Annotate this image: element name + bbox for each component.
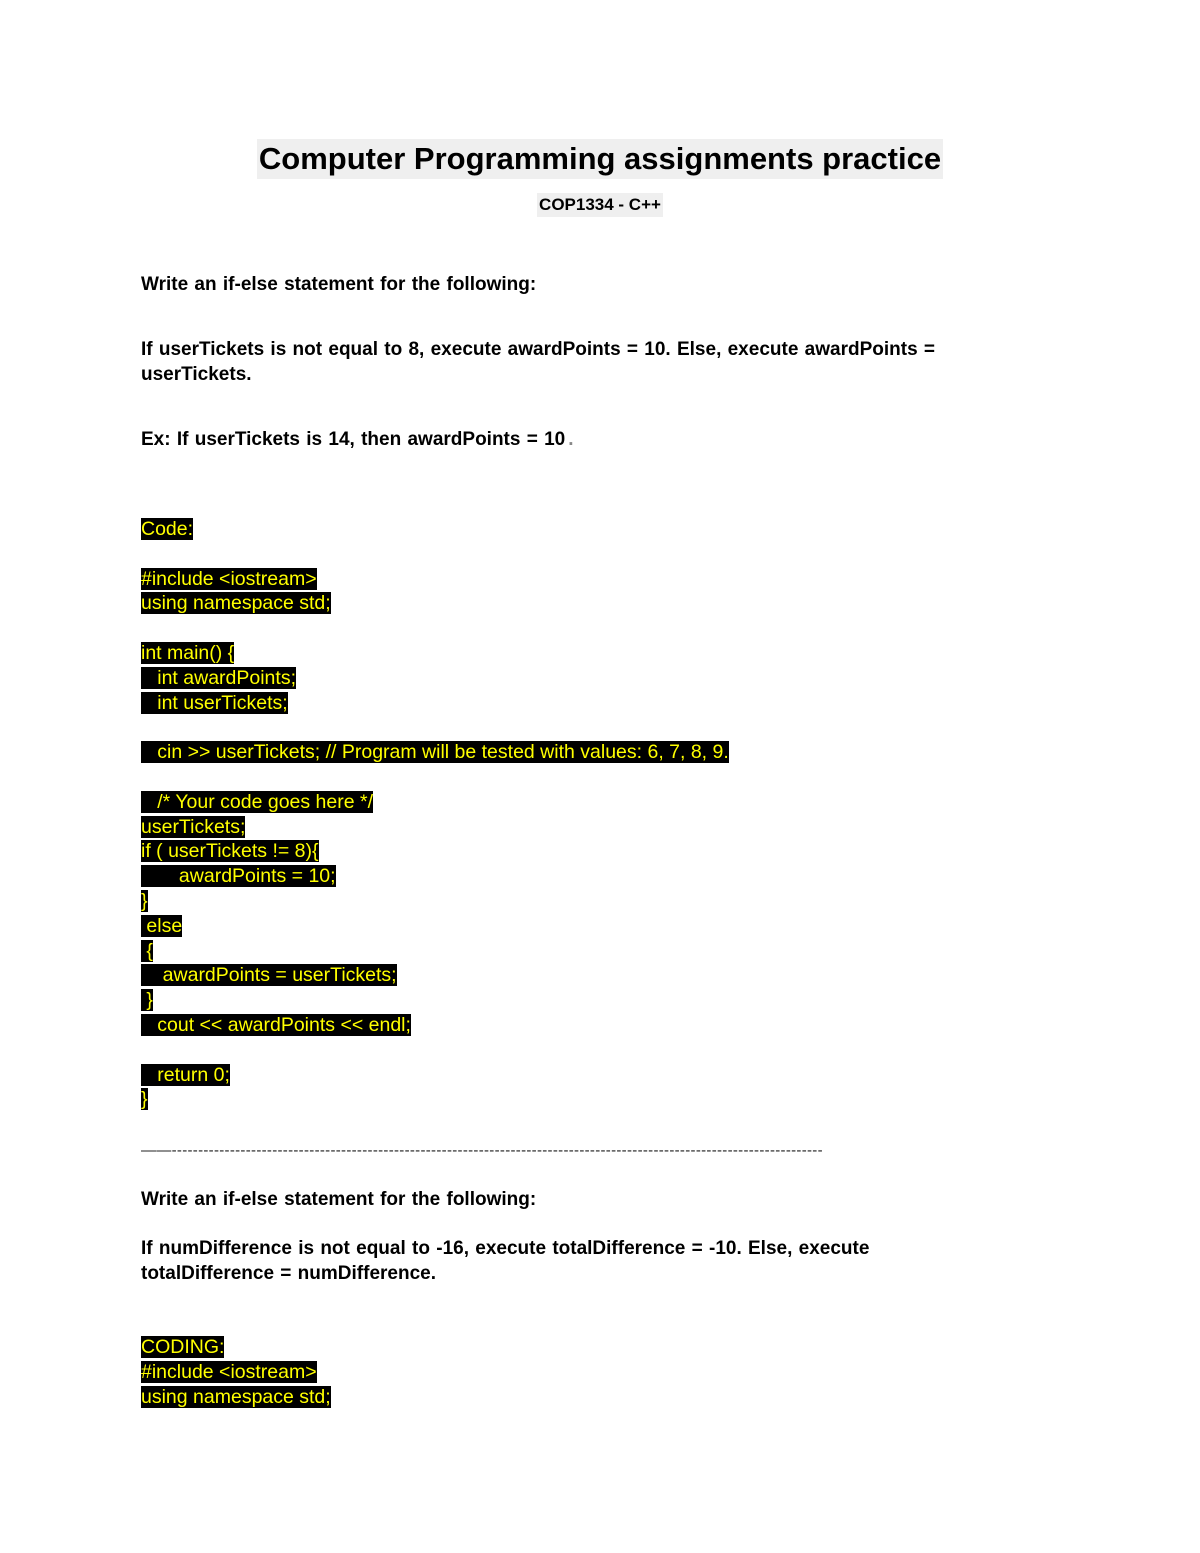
q1-heading: Write an if-else statement for the following: [141, 274, 537, 295]
code-line: int main() { [141, 641, 235, 664]
example-dot: . [568, 429, 574, 450]
q1-example-line [141, 427, 574, 452]
q1-prompt: If userTickets is not equal to 8, execute awardPoints = 10. Else, execute awardPoints = userTickets. [141, 339, 936, 385]
code-line: } [141, 889, 148, 912]
subtitle-container [0, 193, 1200, 217]
code-line: cout << awardPoints << endl; [141, 1013, 411, 1036]
course-code: COP1334 - C++ [537, 193, 663, 217]
q1-example: Ex: If userTickets is 14, then awardPoints = 10 [141, 429, 566, 450]
q2-code-block [141, 1335, 331, 1409]
code-line: awardPoints = 10; [141, 865, 336, 888]
code-line: else [141, 914, 183, 937]
code-line: int awardPoints; [141, 666, 296, 689]
code-line: cin >> userTickets; // Program will be tested with values: 6, 7, 8, 9. [141, 741, 729, 764]
code-line: userTickets; [141, 815, 246, 838]
code-line: return 0; [141, 1063, 230, 1086]
code-line: #include <iostream> [141, 567, 317, 590]
code-line: int userTickets; [141, 691, 288, 714]
q2-prompt: If numDifference is not equal to -16, execute totalDifference = -10. Else, execute totalDifference = numDifference. [141, 1238, 870, 1284]
title-container [0, 139, 1200, 179]
code-line: using namespace std; [141, 1385, 331, 1408]
document-title: Computer Programming assignments practice [257, 139, 943, 179]
q1-code-block [141, 517, 729, 1112]
code-line: using namespace std; [141, 592, 331, 615]
code-line: } [141, 989, 153, 1012]
q2-code-label: CODING: [141, 1336, 225, 1358]
code-line: awardPoints = userTickets; [141, 964, 397, 987]
section-separator: ——--------------------------------------------------------------------------------------------------------------------------- [141, 1142, 823, 1159]
code-line: if ( userTickets != 8){ [141, 840, 319, 863]
code-line: /* Your code goes here */ [141, 790, 374, 813]
q2-heading: Write an if-else statement for the following: [141, 1189, 537, 1210]
code-line: } [141, 1088, 148, 1111]
code-line: { [141, 939, 153, 962]
code-line: #include <iostream> [141, 1360, 317, 1383]
q1-code-label: Code: [141, 518, 194, 540]
